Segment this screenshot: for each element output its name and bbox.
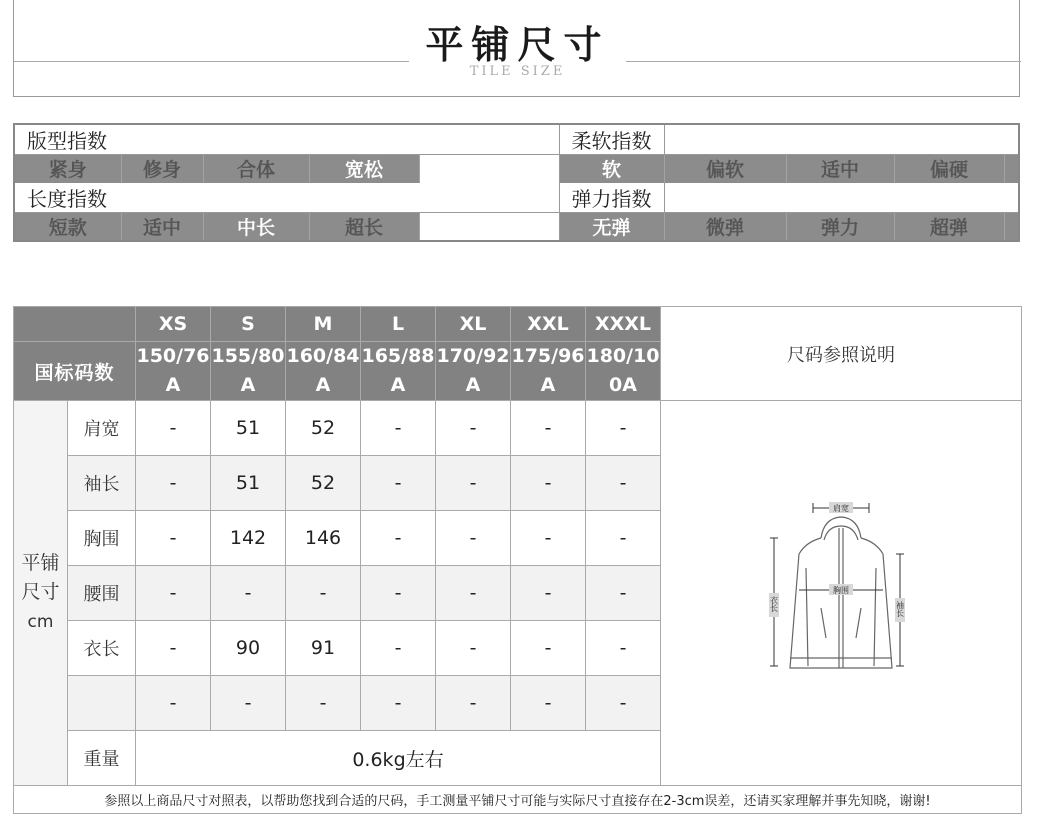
cell: -	[136, 401, 211, 456]
cell: 90	[211, 621, 286, 676]
cell: -	[586, 566, 661, 621]
header-rule-right	[626, 61, 1021, 62]
page-subtitle: TILE SIZE	[469, 64, 566, 79]
cell: -	[361, 456, 436, 511]
cell: -	[436, 621, 511, 676]
cell: -	[586, 401, 661, 456]
measure-label	[68, 676, 136, 731]
cell: -	[511, 676, 586, 731]
cell: -	[511, 456, 586, 511]
cell: -	[361, 401, 436, 456]
measure-label: 衣长	[68, 621, 136, 676]
size-header: M	[286, 307, 361, 342]
jacket-icon	[766, 498, 916, 688]
fit-option-selected: 宽松	[309, 155, 419, 183]
length-option-selected: 中长	[203, 212, 309, 241]
sleeve-tag: 袖长	[895, 601, 905, 617]
cell: -	[136, 456, 211, 511]
cell: -	[361, 566, 436, 621]
cell: 142	[211, 511, 286, 566]
cell: -	[361, 676, 436, 731]
measure-label: 袖长	[68, 456, 136, 511]
size-header: XL	[436, 307, 511, 342]
chest-tag: 胸围	[833, 586, 849, 595]
jacket-diagram	[661, 401, 1022, 786]
cell: 52	[286, 456, 361, 511]
measure-label: 肩宽	[68, 401, 136, 456]
cell: 51	[211, 401, 286, 456]
soft-option: 适中	[786, 155, 894, 183]
measure-label: 胸围	[68, 511, 136, 566]
size-header: XXL	[511, 307, 586, 342]
cell: -	[436, 511, 511, 566]
gb-code: 170/92 A	[436, 342, 511, 401]
footnote: 参照以上商品尺寸对照表，以帮助您找到合适的尺码，手工测量平铺尺寸可能与实际尺寸直接存在2-3cm误差，还请买家理解并事先知晓，谢谢!	[14, 786, 1022, 814]
gb-code: 165/88 A	[361, 342, 436, 401]
gb-code: 150/76 A	[136, 342, 211, 401]
fit-option: 紧身	[14, 155, 121, 183]
weight-value: 0.6kg左右	[136, 731, 661, 786]
cell: -	[586, 621, 661, 676]
cell: -	[586, 511, 661, 566]
cell: 91	[286, 621, 361, 676]
size-header: L	[361, 307, 436, 342]
length-tag: 衣长	[769, 596, 779, 612]
length-option: 短款	[14, 212, 121, 241]
cell: -	[361, 621, 436, 676]
cell: 52	[286, 401, 361, 456]
weight-label: 重量	[68, 731, 136, 786]
elastic-option: 微弹	[664, 212, 786, 241]
gb-code: 175/96 A	[511, 342, 586, 401]
table-row	[14, 401, 1022, 456]
header-rule-left	[14, 61, 409, 62]
gb-code: 160/84 A	[286, 342, 361, 401]
length-option: 适中	[121, 212, 203, 241]
length-index-label: 长度指数	[14, 183, 121, 213]
shoulder-tag: 肩宽	[833, 504, 849, 513]
size-header: S	[211, 307, 286, 342]
cell: -	[511, 566, 586, 621]
cell: -	[211, 566, 286, 621]
cell: -	[211, 676, 286, 731]
cell: -	[511, 621, 586, 676]
size-header: XS	[136, 307, 211, 342]
elastic-index-label: 弹力指数	[559, 183, 664, 213]
soft-option-selected: 软	[559, 155, 664, 183]
cell: 51	[211, 456, 286, 511]
size-header: XXXL	[586, 307, 661, 342]
side-label: 平铺 尺寸 cm	[14, 401, 68, 786]
elastic-option: 弹力	[786, 212, 894, 241]
gb-code: 155/80 A	[211, 342, 286, 401]
cell: -	[136, 621, 211, 676]
cell: 146	[286, 511, 361, 566]
cell: -	[136, 511, 211, 566]
gb-label: 国标码数	[14, 342, 136, 401]
cell: -	[586, 456, 661, 511]
fit-index-label: 版型指数	[14, 124, 121, 155]
cell: -	[136, 566, 211, 621]
cell: -	[436, 456, 511, 511]
soft-option: 偏硬	[894, 155, 1004, 183]
elastic-option-selected: 无弹	[559, 212, 664, 241]
fit-option: 修身	[121, 155, 203, 183]
size-table	[13, 306, 1022, 814]
cell: -	[436, 401, 511, 456]
cell: -	[136, 676, 211, 731]
reference-header: 尺码参照说明	[661, 307, 1022, 401]
elastic-option: 超弹	[894, 212, 1004, 241]
cell: -	[361, 511, 436, 566]
cell: -	[286, 566, 361, 621]
fit-option: 合体	[203, 155, 309, 183]
soft-option: 偏软	[664, 155, 786, 183]
cell: -	[511, 511, 586, 566]
cell: -	[511, 401, 586, 456]
cell: -	[436, 566, 511, 621]
gb-code: 180/10 0A	[586, 342, 661, 401]
measure-label: 腰围	[68, 566, 136, 621]
cell: -	[586, 676, 661, 731]
index-table	[13, 123, 1020, 242]
cell: -	[436, 676, 511, 731]
length-option: 超长	[309, 212, 419, 241]
page-header	[13, 0, 1020, 97]
soft-index-label: 柔软指数	[559, 124, 664, 155]
page-title: 平铺尺寸	[425, 23, 610, 67]
cell: -	[286, 676, 361, 731]
